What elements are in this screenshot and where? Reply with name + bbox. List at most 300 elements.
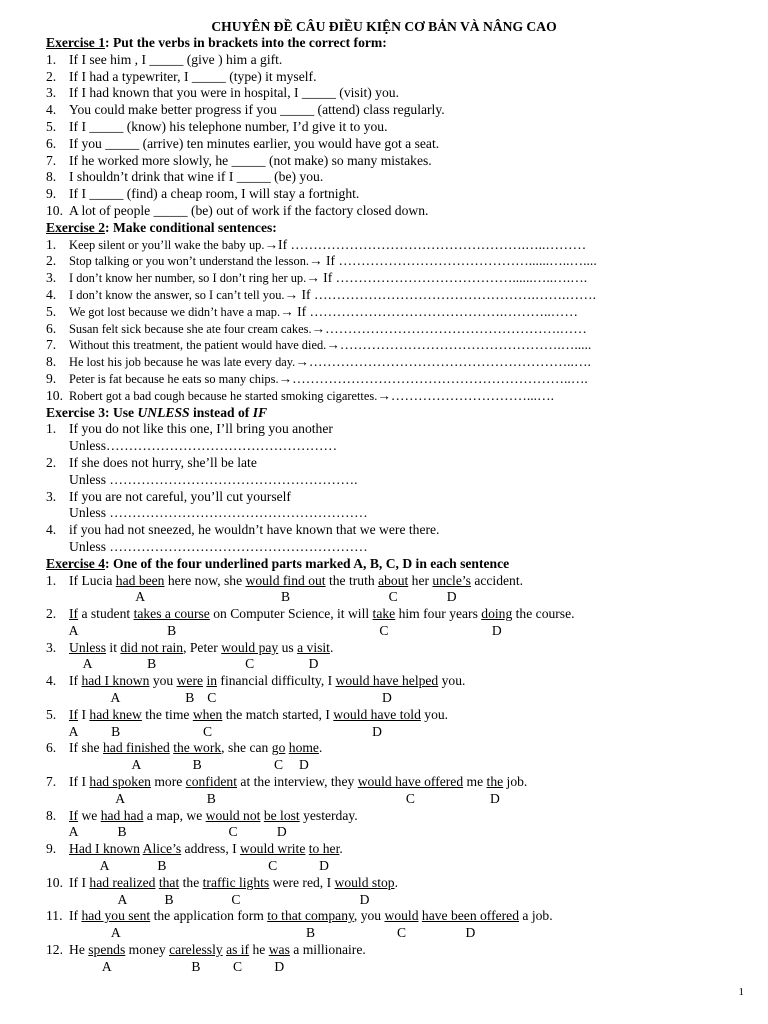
exercise-instruction: : Use: [105, 404, 138, 420]
exercise-instruction: : Make conditional sentences:: [105, 219, 277, 235]
sentence-text: a job.: [519, 908, 553, 924]
option-marker: D: [446, 589, 457, 605]
question-number: 3.: [46, 270, 57, 286]
question-number: 4.: [46, 286, 57, 302]
underlined-part: the: [486, 774, 504, 790]
answer-blank: →…………………………………………….……: [311, 320, 587, 336]
question-item: [46, 606, 746, 623]
question-number: 4.: [46, 102, 57, 118]
option-marker: D: [465, 925, 476, 941]
question-text: [69, 942, 366, 959]
question-item: [46, 371, 746, 388]
answer-blank: Unless …………………………………………………: [69, 538, 368, 554]
sentence-text: If: [69, 673, 82, 689]
question-text: [69, 707, 448, 724]
question-number: 1.: [46, 51, 57, 67]
question-number: 8.: [46, 169, 57, 185]
underlined-part: would write: [240, 841, 306, 857]
question-item: [46, 573, 746, 590]
question-text: Robert got a bad cough because he started smoking cigarettes.: [69, 388, 378, 403]
underlined-part: go: [271, 740, 286, 756]
underlined-part: the work: [173, 740, 222, 756]
underlined-part: would have offered: [357, 774, 464, 790]
underlined-part: If: [69, 606, 79, 622]
question-number: 7.: [46, 774, 57, 790]
underlined-part: had spoken: [89, 774, 151, 790]
underlined-part: Unless: [69, 639, 107, 655]
answer-blank: →…………………………...….: [377, 387, 555, 403]
exercise-3-heading: [46, 405, 746, 422]
underlined-part: traffic lights: [202, 874, 270, 890]
option-marker: A: [99, 858, 110, 874]
option-marker: A: [135, 589, 146, 605]
underlined-part: Had I known: [69, 841, 140, 857]
option-marker: C: [233, 958, 243, 974]
sentence-text: here now, she: [164, 572, 246, 588]
answer-markers: [46, 824, 746, 841]
question-text: Without this treatment, the patient would have died.: [69, 338, 327, 353]
exercise-content: [46, 35, 746, 976]
exercise-label: Exercise 2: [46, 219, 106, 235]
question-number: 10.: [46, 874, 63, 890]
sentence-text: If Lucia: [69, 572, 116, 588]
question-item: [46, 102, 746, 119]
answer-blank: →If …………………………………………….…..………: [264, 236, 587, 252]
unless-line: [46, 472, 746, 489]
underlined-part: take: [372, 606, 396, 622]
option-marker: A: [117, 891, 128, 907]
option-marker: C: [268, 858, 278, 874]
sentence-text: yesterday.: [299, 807, 358, 823]
question-text: [69, 808, 358, 825]
question-item: [46, 908, 746, 925]
sentence-text: money: [125, 942, 170, 958]
answer-markers: [46, 623, 746, 640]
question-item: [46, 321, 746, 338]
question-number: 1.: [46, 421, 57, 437]
spacer: [46, 539, 69, 556]
underlined-part: If: [69, 807, 79, 823]
underlined-part: would have told: [333, 706, 421, 722]
question-text: [69, 606, 575, 623]
question-text: Keep silent or you’ll wake the baby up.: [69, 237, 265, 252]
question-item: [46, 253, 746, 270]
exercise-instruction: instead of: [189, 404, 253, 420]
option-marker: A: [115, 790, 126, 806]
question-number: 3.: [46, 639, 57, 655]
question-number: 5.: [46, 706, 57, 722]
sentence-text: address, I: [181, 841, 241, 857]
sentence-text: were red, I: [269, 874, 335, 890]
answer-blank: Unless ……………………………………………….: [69, 471, 358, 487]
question-text: if you had not sneezed, he wouldn’t have known that we were there.: [69, 522, 440, 538]
answer-markers: [46, 724, 746, 741]
underlined-part: that: [158, 874, 180, 890]
question-item: [46, 85, 746, 102]
underlined-part: If: [69, 706, 79, 722]
option-marker: C: [379, 622, 389, 638]
sentence-text: it: [106, 639, 121, 655]
underlined-part: would have helped: [335, 673, 439, 689]
sentence-text: us: [278, 639, 298, 655]
question-item: [46, 304, 746, 321]
question-number: 10.: [46, 202, 63, 218]
question-item: [46, 740, 746, 757]
answer-markers: [46, 757, 746, 774]
sentence-text: If: [69, 908, 82, 924]
question-number: 7.: [46, 152, 57, 168]
question-item: [46, 673, 746, 690]
question-text: We got lost because we didn’t have a map.: [69, 304, 281, 319]
question-text: A lot of people _____ (be) out of work if the factory closed down.: [69, 202, 429, 218]
option-marker: D: [308, 656, 319, 672]
option-marker: B: [191, 958, 201, 974]
option-marker: A: [110, 690, 121, 706]
option-marker: B: [157, 858, 167, 874]
question-item: [46, 270, 746, 287]
underlined-part: was: [268, 942, 290, 958]
underlined-part: be lost: [263, 807, 300, 823]
sentence-text: .: [339, 841, 343, 857]
answer-blank: → If ………………………………………….…….…….: [284, 286, 597, 302]
sentence-text: .: [329, 639, 334, 655]
question-text: He lost his job because he was late every day.: [69, 355, 296, 370]
question-number: 8.: [46, 354, 57, 370]
question-item: [46, 136, 746, 153]
answer-markers: [46, 589, 746, 606]
sentence-text: , Peter: [183, 639, 222, 655]
sentence-text: If I: [69, 774, 90, 790]
question-item: [46, 287, 746, 304]
option-marker: C: [203, 723, 213, 739]
option-marker: D: [359, 891, 370, 907]
question-text: If you do not like this one, I’ll bring you another: [69, 421, 333, 437]
underlined-part: doing: [481, 606, 513, 622]
question-number: 5.: [46, 118, 57, 134]
question-item: [46, 841, 746, 858]
option-marker: B: [117, 824, 127, 840]
option-marker: A: [68, 622, 79, 638]
option-marker: D: [319, 858, 329, 874]
question-item: [46, 388, 746, 405]
exercise-label: Exercise 1: [46, 35, 106, 50]
option-marker: C: [405, 790, 415, 806]
underlined-part: when: [192, 706, 223, 722]
sentence-text: the truth: [325, 572, 379, 588]
option-marker: B: [206, 790, 216, 806]
page-number: 1: [738, 986, 744, 998]
question-number: 2.: [46, 606, 57, 622]
spacer: [46, 472, 69, 489]
sentence-text: at the interview, they: [237, 774, 358, 790]
answer-markers: [46, 656, 746, 673]
question-item: [46, 489, 746, 506]
question-number: 12.: [46, 942, 63, 958]
question-item: [46, 808, 746, 825]
question-text: If I _____ (find) a cheap room, I will stay a fortnight.: [69, 186, 360, 202]
option-marker: B: [192, 757, 202, 773]
spacer: [46, 505, 69, 522]
sentence-text: a student: [78, 606, 134, 622]
sentence-text: a map, we: [143, 807, 206, 823]
question-number: 2.: [46, 253, 57, 269]
question-number: 10.: [46, 387, 63, 403]
option-marker: D: [489, 790, 500, 806]
question-number: 2.: [46, 454, 57, 470]
question-item: [46, 455, 746, 472]
keyword-unless: UNLESS: [137, 404, 190, 420]
question-number: 9.: [46, 370, 57, 386]
question-text: [69, 908, 553, 925]
question-text: If he worked more slowly, he _____ (not make) so many mistakes.: [69, 152, 432, 168]
question-text: [69, 640, 333, 657]
question-item: [46, 186, 746, 203]
underlined-part: a visit: [297, 639, 330, 655]
sentence-text: If she: [69, 740, 103, 756]
sentence-text: a millionaire.: [289, 942, 366, 958]
exercise-label: Exercise 4: [46, 555, 106, 571]
underlined-part: would not: [205, 807, 261, 823]
question-item: [46, 203, 746, 220]
option-marker: D: [381, 690, 392, 706]
sentence-text: him four years: [395, 606, 482, 622]
question-number: 4.: [46, 522, 57, 538]
sentence-text: the match started, I: [222, 706, 334, 722]
sentence-text: the: [179, 874, 203, 890]
question-item: [46, 119, 746, 136]
underlined-part: had realized: [89, 874, 156, 890]
question-item: [46, 421, 746, 438]
underlined-part: had I known: [81, 673, 150, 689]
answer-blank: →……………………………………………………..….: [278, 370, 588, 386]
sentence-text: we: [78, 807, 101, 823]
question-item: [46, 774, 746, 791]
answer-markers: [46, 925, 746, 942]
option-marker: A: [101, 958, 112, 974]
sentence-text: , she can: [221, 740, 272, 756]
option-marker: A: [68, 723, 79, 739]
option-marker: A: [68, 824, 79, 840]
question-text: [69, 841, 343, 858]
question-text: [69, 774, 527, 791]
answer-blank: → If ……………………………………......…..…....: [309, 253, 597, 269]
option-marker: D: [276, 824, 287, 840]
sentence-text: the course.: [512, 606, 575, 622]
underlined-part: have been offered: [421, 908, 520, 924]
question-number: 5.: [46, 303, 57, 319]
underlined-part: in: [206, 673, 218, 689]
question-text: I don’t know the answer, so I can’t tell you.: [69, 287, 285, 302]
sentence-text: .: [318, 740, 323, 756]
option-marker: A: [131, 757, 142, 773]
option-marker: C: [207, 690, 217, 706]
question-text: If I had a typewriter, I _____ (type) it myself.: [69, 68, 317, 84]
underlined-part: confident: [185, 774, 238, 790]
sentence-text: , you: [353, 908, 385, 924]
sentence-text: the application form: [150, 908, 268, 924]
underlined-part: did not rain: [120, 639, 184, 655]
question-number: 3.: [46, 488, 57, 504]
sentence-text: the time: [141, 706, 193, 722]
answer-markers: [46, 858, 746, 875]
question-number: 6.: [46, 320, 57, 336]
option-marker: D: [372, 723, 382, 739]
sentence-text: me: [463, 774, 487, 790]
question-number: 6.: [46, 135, 57, 151]
option-marker: B: [281, 589, 291, 605]
question-text: I shouldn’t drink that wine if I _____ (be) you.: [69, 169, 324, 185]
underlined-part: uncle’s: [432, 572, 471, 588]
sentence-text: financial difficulty, I: [217, 673, 336, 689]
option-marker: B: [306, 925, 316, 941]
exercise-2-heading: [46, 220, 746, 237]
answer-blank: →………………………………………….….....: [326, 337, 592, 353]
answer-blank: Unless……………………………………………: [69, 438, 338, 454]
question-text: [69, 673, 465, 690]
question-item: [46, 337, 746, 354]
question-item: [46, 52, 746, 69]
option-marker: A: [110, 925, 121, 941]
option-marker: B: [185, 690, 195, 706]
underlined-part: had been: [115, 572, 165, 588]
sentence-text: you: [149, 673, 177, 689]
exercise-4-heading: [46, 556, 746, 573]
sentence-text: job.: [503, 774, 528, 790]
underlined-part: would find out: [245, 572, 326, 588]
answer-markers: [46, 892, 746, 909]
question-text: Stop talking or you won’t understand the lesson.: [69, 254, 309, 269]
answer-blank: →…………………………………………………..….: [295, 354, 591, 370]
underlined-part: had you sent: [81, 908, 151, 924]
sentence-text: I: [78, 706, 90, 722]
unless-line: [46, 539, 746, 556]
option-marker: D: [274, 958, 285, 974]
sentence-text: .: [394, 874, 398, 890]
question-item: [46, 169, 746, 186]
question-number: 1.: [46, 572, 57, 588]
option-marker: D: [491, 622, 502, 638]
underlined-part: Alice’s: [142, 841, 182, 857]
exercise-instruction: : One of the four underlined parts marked A, B, C, D in each sentence: [105, 555, 510, 571]
option-marker: B: [147, 656, 157, 672]
sentence-text: on Computer Science, it will: [209, 606, 373, 622]
answer-markers: [46, 690, 746, 707]
question-number: 6.: [46, 740, 57, 756]
exercise-instruction: : Put the verbs in brackets into the correct form:: [105, 35, 387, 50]
question-text: You could make better progress if you _____ (attend) class regularly.: [69, 102, 445, 118]
answer-blank: Unless …………………………………………………: [69, 505, 368, 521]
option-marker: B: [164, 891, 174, 907]
sentence-text: If I: [69, 874, 90, 890]
question-number: 11.: [46, 908, 63, 924]
option-marker: B: [111, 723, 121, 739]
question-text: If I had known that you were in hospital, I _____ (visit) you.: [69, 85, 399, 101]
question-number: 1.: [46, 236, 57, 252]
underlined-part: to her: [308, 841, 340, 857]
underlined-part: had finished: [102, 740, 170, 756]
underlined-part: takes a course: [133, 606, 210, 622]
question-number: 4.: [46, 673, 57, 689]
underlined-part: carelessly: [169, 942, 223, 958]
question-text: Susan felt sick because she ate four cream cakes.: [69, 321, 312, 336]
sentence-text: he: [249, 942, 269, 958]
underlined-part: about: [378, 572, 409, 588]
document-title: CHUYÊN ĐỀ CÂU ĐIỀU KIỆN CƠ BẢN VÀ NÂNG CAO: [211, 19, 557, 34]
question-text: [69, 740, 322, 757]
question-number: 2.: [46, 68, 57, 84]
question-number: 9.: [46, 186, 57, 202]
option-marker: B: [167, 622, 177, 638]
question-text: Peter is fat because he eats so many chips.: [69, 371, 279, 386]
option-marker: C: [396, 925, 407, 941]
question-text: If I _____ (know) his telephone number, I’d give it to you.: [69, 118, 388, 134]
question-number: 8.: [46, 807, 57, 823]
sentence-text: you.: [438, 673, 466, 689]
underlined-part: would stop: [334, 874, 395, 890]
underlined-part: had knew: [89, 706, 142, 722]
keyword-if: IF: [252, 404, 268, 420]
unless-line: [46, 438, 746, 455]
question-item: [46, 875, 746, 892]
question-text: If you are not careful, you’ll cut yourself: [69, 488, 291, 504]
unless-line: [46, 505, 746, 522]
answer-markers: [46, 959, 746, 976]
underlined-part: were: [176, 673, 204, 689]
sentence-text: more: [150, 774, 186, 790]
underlined-part: to that company: [267, 908, 354, 924]
option-marker: C: [245, 656, 255, 672]
answer-blank: → If …………………………………......…..….….: [306, 270, 588, 286]
question-text: I don’t know her number, so I don’t ring her up.: [69, 271, 307, 286]
option-marker: C: [388, 589, 398, 605]
answer-blank: → If …………………………………….………..……: [280, 303, 578, 319]
underlined-part: had had: [100, 807, 144, 823]
question-number: 7.: [46, 337, 57, 353]
question-item: [46, 354, 746, 371]
question-item: [46, 237, 746, 254]
question-text: [69, 573, 523, 590]
question-text: If I see him , I _____ (give ) him a gift.: [69, 51, 283, 67]
question-text: If you _____ (arrive) ten minutes earlier, you would have got a seat.: [69, 135, 440, 151]
underlined-part: spends: [88, 942, 126, 958]
question-item: [46, 153, 746, 170]
question-number: 3.: [46, 85, 57, 101]
question-text: If she does not hurry, she’ll be late: [69, 454, 257, 470]
underlined-part: home: [288, 740, 319, 756]
option-marker: D: [298, 757, 309, 773]
option-marker: C: [274, 757, 284, 773]
answer-markers: [46, 791, 746, 808]
question-item: [46, 522, 746, 539]
question-item: [46, 707, 746, 724]
question-text: [69, 875, 398, 892]
sentence-text: He: [69, 942, 89, 958]
question-item: [46, 640, 746, 657]
option-marker: A: [82, 656, 93, 672]
sentence-text: accident.: [470, 572, 524, 588]
underlined-part: would: [384, 908, 419, 924]
underlined-part: as if: [226, 942, 250, 958]
question-item: [46, 69, 746, 86]
exercise-label: Exercise 3: [46, 404, 106, 420]
spacer: [46, 438, 69, 455]
sentence-text: her: [408, 572, 433, 588]
sentence-text: you.: [420, 706, 449, 722]
exercise-1-heading: [46, 35, 746, 52]
option-marker: C: [228, 824, 238, 840]
option-marker: C: [231, 891, 241, 907]
question-item: [46, 942, 746, 959]
